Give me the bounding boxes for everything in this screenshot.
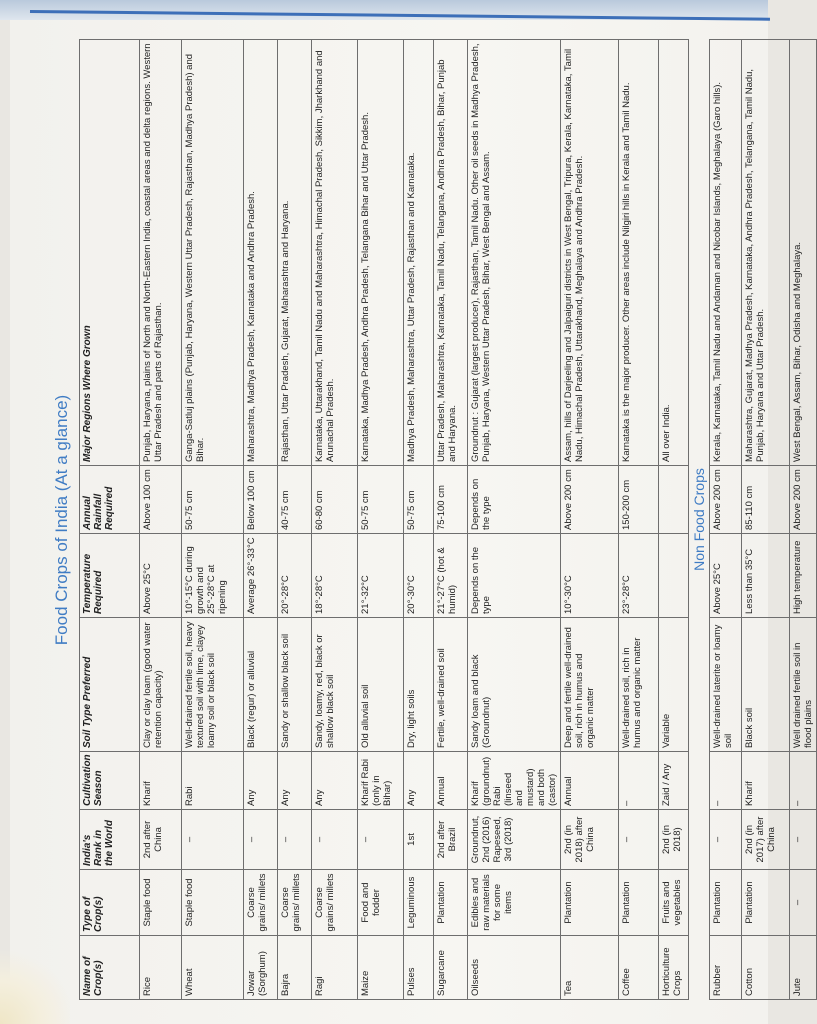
- table-cell: Kerala, Karnataka, Tamil Nadu and Andaman and Nicobar Islands, Meghalaya (Garo hills).: [710, 40, 742, 466]
- table-cell: Kharif: [742, 752, 790, 810]
- table-cell: Coarse grains/ millets: [278, 870, 312, 936]
- table-cell: Rubber: [710, 936, 742, 1000]
- table-cell: 18°-28°C: [312, 534, 358, 618]
- table-cell: Groundnut, 2nd (2016) Rapeseed, 3rd (2018): [468, 810, 561, 870]
- table-cell: 2nd after Brazil: [434, 810, 468, 870]
- table-cell: Plantation: [742, 870, 790, 936]
- table-cell: 1st: [404, 810, 434, 870]
- table-cell: Cotton: [742, 936, 790, 1000]
- table-cell: –: [790, 870, 817, 936]
- table-cell: –: [182, 810, 244, 870]
- table-cell: Jowar (Sorghum): [244, 936, 278, 1000]
- table-cell: –: [244, 810, 278, 870]
- table-cell: –: [710, 810, 742, 870]
- table-cell: 21°-27°C (hot & humid): [434, 534, 468, 618]
- table-cell: Maize: [358, 936, 404, 1000]
- table-cell: 75-100 cm: [434, 466, 468, 534]
- table-cell: Punjab, Haryana, plains of North and North-Eastern India, coastal areas and delta regions. Western Uttar Pradesh and parts of Rajasthan.: [140, 40, 182, 466]
- table-cell: Any: [312, 752, 358, 810]
- table-cell: 20°-30°C: [404, 534, 434, 618]
- table-row: [244, 40, 278, 1000]
- table-cell: Any: [404, 752, 434, 810]
- table-row: [468, 40, 561, 1000]
- table-row: [742, 40, 790, 1000]
- table-cell: Kharif (groundnut) Rabi (linseed and mustard) and both (castor): [468, 752, 561, 810]
- table-cell: Less than 35°C: [742, 534, 790, 618]
- table-cell: Well-drained soil, rich in humus and organic matter: [619, 618, 659, 752]
- table-cell: Assam, hills of Darjeeling and Jalpaiguri districts in West Bengal, Tripura, Kerala, Karnataka, Tamil Nadu, Himachal Pradesh, Uttarakhand, Meghalaya and Andhra Pradesh.: [561, 40, 619, 466]
- header-cell: India's Rank in the World: [80, 810, 140, 870]
- table-cell: Bajra: [278, 936, 312, 1000]
- table-cell: Zaid / Any: [659, 752, 689, 810]
- table-cell: Horticulture Crops: [659, 936, 689, 1000]
- table-cell: Kharif Rabi (only in Bihar): [358, 752, 404, 810]
- table-cell: Well drained fertile soil in flood plains: [790, 618, 817, 752]
- table-cell: High temperature: [790, 534, 817, 618]
- table-cell: [659, 466, 689, 534]
- table-row: [358, 40, 404, 1000]
- table-cell: Coarse grains/ millets: [244, 870, 278, 936]
- table-cell: 60-80 cm: [312, 466, 358, 534]
- crops-table: [79, 39, 817, 1000]
- table-cell: Annual: [434, 752, 468, 810]
- table-cell: Oilseeds: [468, 936, 561, 1000]
- table-cell: Leguminous: [404, 870, 434, 936]
- table-cell: 21°-32°C: [358, 534, 404, 618]
- table-cell: Sugarcane: [434, 936, 468, 1000]
- table-cell: 10°-15°C during growth and 25°-28°C at ripening: [182, 534, 244, 618]
- table-row: [710, 40, 742, 1000]
- table-cell: Above 100 cm: [140, 466, 182, 534]
- table-cell: Average 26°-33°C: [244, 534, 278, 618]
- table-cell: Plantation: [619, 870, 659, 936]
- table-cell: Maharashtra, Madhya Pradesh, Karnataka and Andhra Pradesh.: [244, 40, 278, 466]
- table-header-row: [80, 40, 140, 1000]
- table-cell: Fruits and vegetables: [659, 870, 689, 936]
- table-cell: 20°-28°C: [278, 534, 312, 618]
- table-cell: –: [790, 810, 817, 870]
- table-row: [140, 40, 182, 1000]
- table-row: [561, 40, 619, 1000]
- table-cell: 40-75 cm: [278, 466, 312, 534]
- table-cell: Below 100 cm: [244, 466, 278, 534]
- table-cell: 50-75 cm: [182, 466, 244, 534]
- table-cell: Edibles and raw materials for some items: [468, 870, 561, 936]
- table-row: [312, 40, 358, 1000]
- table-cell: Rice: [140, 936, 182, 1000]
- table-cell: Karnataka is the major producer. Other areas include Nilgiri hills in Kerala and Tamil Nadu.: [619, 40, 659, 466]
- table-cell: Above 200 cm: [561, 466, 619, 534]
- header-cell: Major Regions Where Grown: [80, 40, 140, 466]
- table-cell: Clay or clay loam (good water retention capacity): [140, 618, 182, 752]
- table-row: [619, 40, 659, 1000]
- table-cell: Jute: [790, 936, 817, 1000]
- table-cell: Plantation: [434, 870, 468, 936]
- header-cell: Soil Type Preferred: [80, 618, 140, 752]
- table-cell: Coffee: [619, 936, 659, 1000]
- table-cell: Rajasthan, Uttar Pradesh, Gujarat, Maharashtra and Haryana.: [278, 40, 312, 466]
- table-cell: Food and fodder: [358, 870, 404, 936]
- table-cell: Sandy or shallow black soil: [278, 618, 312, 752]
- table-cell: 2nd (in 2017) after China: [742, 810, 790, 870]
- table-row: [790, 40, 817, 1000]
- table-cell: Dry, light soils: [404, 618, 434, 752]
- table-cell: –: [619, 752, 659, 810]
- table-cell: Old alluvial soil: [358, 618, 404, 752]
- table-row: [659, 40, 689, 1000]
- table-cell: Deep and fertile well-drained soil, rich in humus and organic matter: [561, 618, 619, 752]
- table-cell: –: [278, 810, 312, 870]
- table-cell: Pulses: [404, 936, 434, 1000]
- table-cell: Black soil: [742, 618, 790, 752]
- table-cell: 2nd (in 2018): [659, 810, 689, 870]
- table-cell: Staple food: [182, 870, 244, 936]
- table-cell: West Bengal, Assam, Bihar, Odisha and Meghalaya.: [790, 40, 817, 466]
- table-cell: Uttar Pradesh, Maharashtra, Karnataka, Tamil Nadu, Telangana, Andhra Pradesh, Bihar, Punjab and Haryana.: [434, 40, 468, 466]
- table-cell: Maharashtra, Gujarat, Madhya Pradesh, Karnataka, Andhra Pradesh, Telangana, Tamil Nadu, Punjab, Haryana and Uttar Pradesh.: [742, 40, 790, 466]
- table-cell: Above 200 cm: [710, 466, 742, 534]
- table-cell: 10°-30°C: [561, 534, 619, 618]
- table-cell: [659, 534, 689, 618]
- table-cell: Variable: [659, 618, 689, 752]
- table-cell: 50-75 cm: [404, 466, 434, 534]
- table-cell: Depends on the type: [468, 466, 561, 534]
- non-food-title: Non Food Crops: [689, 40, 710, 1000]
- table-cell: Fertile, well-drained soil: [434, 618, 468, 752]
- header-cell: Temperature Required: [80, 534, 140, 618]
- header-cell: Type of Crop(s): [80, 870, 140, 936]
- table-cell: Ganga-Satluj plains (Punjab, Haryana, Western Uttar Pradesh, Rajasthan, Madhya Pradesh) and Bihar.: [182, 40, 244, 466]
- table-cell: Groundnut : Gujarat (largest producer), Rajasthan, Tamil Nadu. Other oil seeds in Madhya Pradesh, Punjab, Haryana, Western Uttar Pradesh, Bihar, West Bengal and Assam.: [468, 40, 561, 466]
- table-row: [434, 40, 468, 1000]
- rotated-content: [45, 40, 814, 1000]
- table-cell: Rabi: [182, 752, 244, 810]
- table-cell: Above 25°C: [140, 534, 182, 618]
- table-cell: –: [710, 752, 742, 810]
- table-cell: Black (regur) or alluvial: [244, 618, 278, 752]
- table-cell: Sandy, loamy, red, black or shallow black soil: [312, 618, 358, 752]
- table-cell: 23°-28°C: [619, 534, 659, 618]
- table-cell: Well-drained laterite or loamy soil: [710, 618, 742, 752]
- table-cell: Annual: [561, 752, 619, 810]
- table-cell: Any: [244, 752, 278, 810]
- table-cell: –: [790, 752, 817, 810]
- table-cell: Staple food: [140, 870, 182, 936]
- table-row: [278, 40, 312, 1000]
- table-cell: 50-75 cm: [358, 466, 404, 534]
- table-cell: Ragi: [312, 936, 358, 1000]
- table-cell: Plantation: [561, 870, 619, 936]
- table-cell: Well-drained fertile soil, heavy textured soil with lime, clayey loamy soil or black soil: [182, 618, 244, 752]
- table-cell: Sandy loam and black (Groundnut): [468, 618, 561, 752]
- table-cell: Wheat: [182, 936, 244, 1000]
- non-food-crops-body: [710, 40, 817, 1000]
- table-cell: Karnataka, Uttarakhand, Tamil Nadu and Maharashtra, Himachal Pradesh, Sikkim, Jharkhand and Arunachal Pradesh.: [312, 40, 358, 466]
- table-cell: Any: [278, 752, 312, 810]
- table-cell: –: [358, 810, 404, 870]
- section-row: [689, 40, 710, 1000]
- page-title: Food Crops of India (At a glance): [52, 394, 71, 646]
- table-cell: –: [619, 810, 659, 870]
- table-cell: Madhya Pradesh, Maharashtra, Uttar Pradesh, Rajasthan and Karnataka.: [404, 40, 434, 466]
- food-crops-body: [140, 40, 689, 1000]
- table-cell: Tea: [561, 936, 619, 1000]
- table-cell: –: [312, 810, 358, 870]
- table-cell: Above 25°C: [710, 534, 742, 618]
- table-cell: 150-200 cm: [619, 466, 659, 534]
- table-cell: Above 200 cm: [790, 466, 817, 534]
- header-cell: Annual Rainfall Required: [80, 466, 140, 534]
- table-cell: Karnataka, Madhya Pradesh, Andhra Pradesh, Telangana Bihar and Uttar Pradesh.: [358, 40, 404, 466]
- table-cell: Plantation: [710, 870, 742, 936]
- table-cell: All over India.: [659, 40, 689, 466]
- table-cell: 2nd after China: [140, 810, 182, 870]
- table-cell: 2nd (in 2018) after China: [561, 810, 619, 870]
- table-row: [182, 40, 244, 1000]
- header-cell: Cultivation Season: [80, 752, 140, 810]
- table-cell: Kharif: [140, 752, 182, 810]
- table-cell: Depends on the type: [468, 534, 561, 618]
- table-cell: 85-110 cm: [742, 466, 790, 534]
- header-cell: Name of Crop(s): [80, 936, 140, 1000]
- table-row: [404, 40, 434, 1000]
- table-cell: Coarse grains/ millets: [312, 870, 358, 936]
